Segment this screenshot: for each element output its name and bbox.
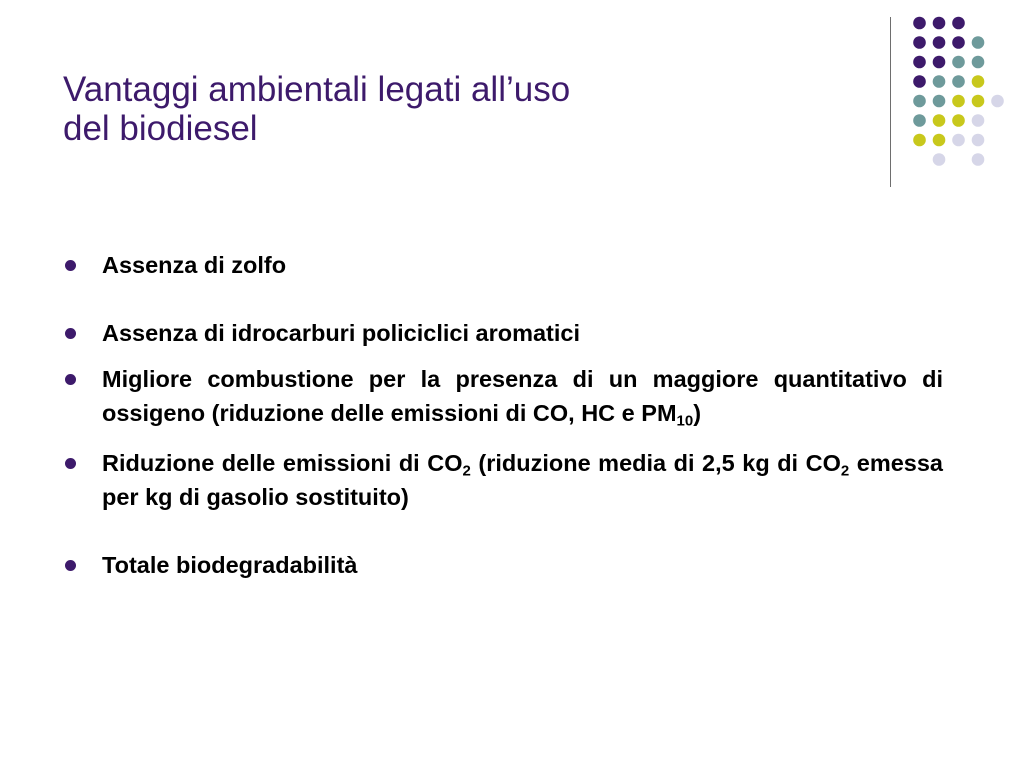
decorative-dot	[952, 17, 965, 30]
bullet-dot-icon	[65, 374, 76, 385]
slide-title-line-1: Vantaggi ambientali legati all’uso	[63, 70, 571, 109]
decorative-dot	[952, 75, 965, 88]
decorative-dot	[952, 114, 965, 127]
decorative-dot	[933, 95, 946, 108]
decorative-dot	[913, 95, 926, 108]
decorative-dot	[933, 153, 946, 166]
bullet-item	[63, 362, 943, 430]
bullet-text: )	[693, 400, 702, 426]
decorative-dot	[933, 114, 946, 127]
decorative-dot	[952, 134, 965, 147]
bullet-text: Migliore combustione per la presenza di un maggiore quantitativo di ossigeno (riduzione delle emissioni di CO, HC e PM	[102, 366, 943, 426]
slide-title-line-2: del biodiesel	[63, 109, 258, 148]
decorative-dot	[991, 95, 1004, 108]
decorative-dot	[972, 36, 985, 49]
bullet-item	[63, 316, 943, 350]
decorative-dot	[972, 134, 985, 147]
bullet-list	[63, 248, 943, 582]
bullet-item	[63, 548, 943, 582]
decorative-dot	[913, 56, 926, 69]
decorative-dot	[913, 36, 926, 49]
subscript: 10	[676, 412, 694, 430]
decorative-dot	[913, 134, 926, 147]
subscript: 2	[840, 462, 850, 480]
bullet-text: (riduzione media di 2,5 kg di CO	[470, 450, 841, 476]
bullet-dot-icon	[65, 560, 76, 571]
bullet-text: Totale biodegradabilità	[102, 552, 358, 578]
bullet-item	[63, 446, 943, 514]
decorative-dot	[952, 95, 965, 108]
decorative-dot	[913, 114, 926, 127]
decorative-dot	[972, 114, 985, 127]
bullet-text: Assenza di zolfo	[102, 252, 287, 278]
bullet-text: Assenza di idrocarburi policiclici aromatici	[102, 320, 580, 346]
bullet-dot-icon	[65, 458, 76, 469]
decorative-dot	[933, 36, 946, 49]
bullet-text: Riduzione delle emissioni di CO	[102, 450, 463, 476]
decorative-dot	[913, 75, 926, 88]
bullet-dot-icon	[65, 260, 76, 271]
decorative-dot	[933, 56, 946, 69]
decorative-dot	[933, 75, 946, 88]
bullet-item	[63, 248, 943, 282]
decorative-dot	[972, 56, 985, 69]
decorative-dot	[972, 95, 985, 108]
decorative-dot	[933, 17, 946, 30]
bullet-dot-icon	[65, 328, 76, 339]
decorative-dot	[972, 75, 985, 88]
bullet-text: emessa per kg di gasolio sostituito)	[102, 450, 943, 510]
decorative-dot	[972, 153, 985, 166]
subscript: 2	[462, 462, 471, 480]
decorative-dot	[952, 56, 965, 69]
decorative-dot	[952, 36, 965, 49]
decorative-dot	[933, 134, 946, 147]
decorative-dot	[913, 17, 926, 30]
dot-grid-decoration	[0, 0, 1024, 200]
